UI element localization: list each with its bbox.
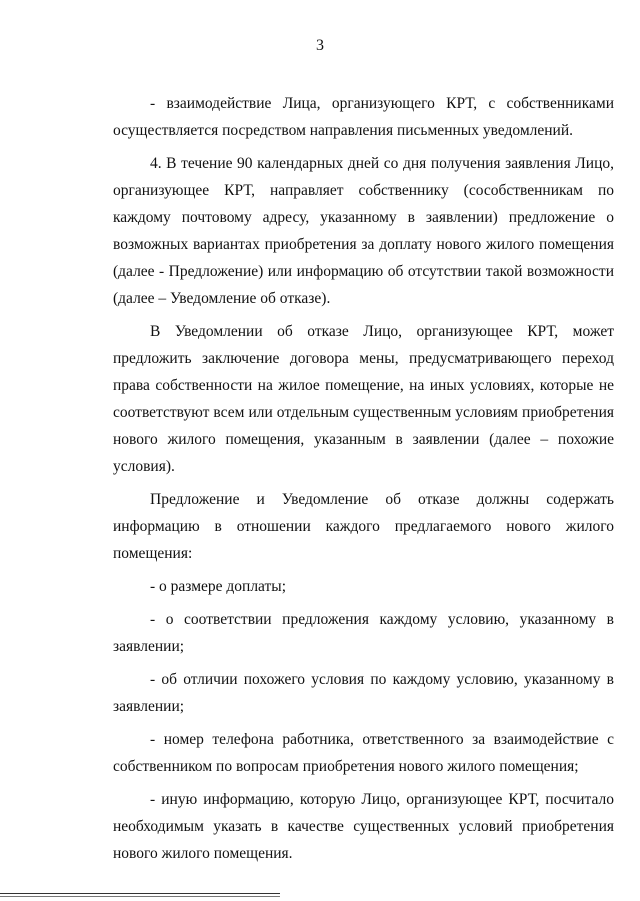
- paragraph-item-4: 4. В течение 90 календарных дней со дня получения заявления Лицо, организующее КРТ, направляет собственнику (сособственникам по каждому почтовому адресу, указанному в заявлении) предложение о возможных вариантах приобретения за доплату нового жилого помещения (далее - Предложение) или информацию об отсутствии такой возможности (далее – Уведомление об отказе).: [113, 155, 614, 307]
- footer-rule: [0, 893, 280, 894]
- footer-rule-secondary: [0, 896, 280, 897]
- paragraph-notification-method: - взаимодействие Лица, организующего КРТ, с собственниками осуществляется посредством направления письменных уведомлений.: [113, 95, 614, 139]
- list-item-phone: - номер телефона работника, ответственного за взаимодействие с собственником по вопросам приобретения нового жилого помещения;: [113, 731, 614, 775]
- list-item-surcharge: - о размере доплаты;: [150, 578, 287, 595]
- list-item-difference: - об отличии похожего условия по каждому условию, указанному в заявлении;: [113, 671, 614, 715]
- paragraph-required-info: Предложение и Уведомление об отказе должны содержать информацию в отношении каждого предлагаемого нового жилого помещения:: [113, 491, 614, 562]
- document-body: [113, 90, 614, 867]
- list-item-other-info: - иную информацию, которую Лицо, организующее КРТ, посчитало необходимым указать в качестве существенных условий приобретения нового жилого помещения.: [113, 791, 614, 862]
- list-item-conformity: - о соответствии предложения каждому условию, указанному в заявлении;: [113, 611, 614, 655]
- paragraph-refusal-notice: В Уведомлении об отказе Лицо, организующее КРТ, может предложить заключение договора мены, предусматривающего переход права собственности на жилое помещение, на иных условиях, которые не соответствуют всем или отдельным существенным условиям приобретения нового жилого помещения, указанным в заявлении (далее – похожие условия).: [113, 323, 614, 475]
- page-number: 3: [316, 37, 324, 54]
